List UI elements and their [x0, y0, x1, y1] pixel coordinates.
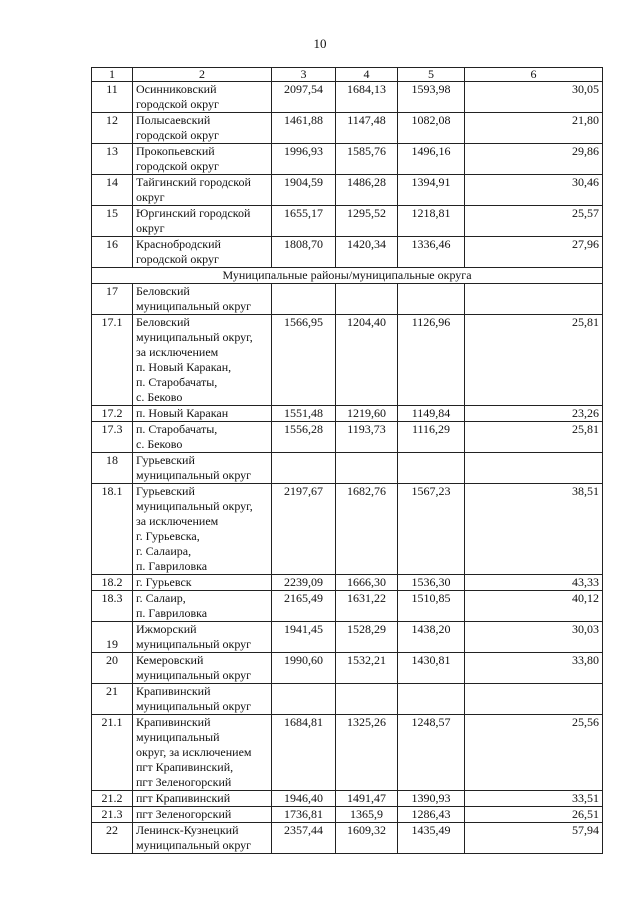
value-c4: 1295,52 [336, 206, 398, 237]
row-number: 18.3 [92, 591, 133, 622]
territory-name [133, 113, 272, 144]
value-c5: 1435,49 [398, 823, 465, 854]
territory-name [133, 684, 272, 715]
territory-name-line: округ, за исключением [136, 745, 252, 759]
territory-name-line: п. Старобачаты, [136, 375, 218, 389]
value-c4 [336, 284, 398, 315]
table-row [92, 422, 603, 453]
territory-name-line: Краснобродский [136, 237, 221, 251]
table-row [92, 575, 603, 591]
table-row [92, 791, 603, 807]
territory-name-line: муниципальный округ [136, 468, 252, 482]
value-c5: 1510,85 [398, 591, 465, 622]
table-row [92, 715, 603, 791]
value-c4: 1585,76 [336, 144, 398, 175]
row-number: 21.2 [92, 791, 133, 807]
value-c3: 1990,60 [272, 653, 336, 684]
territory-name-line: городской округ [136, 97, 219, 111]
territory-name [133, 406, 272, 422]
value-c4: 1193,73 [336, 422, 398, 453]
row-number: 17.1 [92, 315, 133, 406]
value-c5: 1536,30 [398, 575, 465, 591]
territory-name-line: Гурьевский [136, 484, 195, 498]
value-c5: 1286,43 [398, 807, 465, 823]
territory-name [133, 484, 272, 575]
value-c6 [465, 284, 603, 315]
value-c6: 25,57 [465, 206, 603, 237]
table-row [92, 406, 603, 422]
value-c5: 1149,84 [398, 406, 465, 422]
territory-name-line: муниципальный [136, 730, 220, 744]
territory-name-line: г. Гурьевска, [136, 529, 200, 543]
value-c3: 1655,17 [272, 206, 336, 237]
value-c4: 1528,29 [336, 622, 398, 653]
value-c4: 1682,76 [336, 484, 398, 575]
value-c6: 30,05 [465, 82, 603, 113]
value-c3 [272, 684, 336, 715]
value-c3: 2097,54 [272, 82, 336, 113]
value-c4: 1325,26 [336, 715, 398, 791]
territory-name [133, 206, 272, 237]
table-row [92, 823, 603, 854]
value-c5: 1430,81 [398, 653, 465, 684]
territory-name-line: Полысаевский [136, 113, 211, 127]
value-c6: 43,33 [465, 575, 603, 591]
territory-name-line: Гурьевский [136, 453, 195, 467]
table-row [92, 807, 603, 823]
table-row [92, 484, 603, 575]
value-c4: 1204,40 [336, 315, 398, 406]
value-c5: 1248,57 [398, 715, 465, 791]
value-c5: 1438,20 [398, 622, 465, 653]
value-c5 [398, 684, 465, 715]
territory-name-line: Кемеровский [136, 653, 204, 667]
value-c5: 1496,16 [398, 144, 465, 175]
territory-name-line: муниципальный округ [136, 699, 252, 713]
value-c5 [398, 453, 465, 484]
value-c4 [336, 684, 398, 715]
value-c5: 1336,46 [398, 237, 465, 268]
value-c4: 1532,21 [336, 653, 398, 684]
table-row [92, 622, 603, 653]
value-c3: 2239,09 [272, 575, 336, 591]
territory-name-line: пгт Зеленогорский [136, 775, 232, 789]
territory-name [133, 422, 272, 453]
territory-name-line: п. Гавриловка [136, 606, 208, 620]
value-c3: 1461,88 [272, 113, 336, 144]
value-c6: 27,96 [465, 237, 603, 268]
table-row [92, 453, 603, 484]
territory-name [133, 575, 272, 591]
value-c5: 1390,93 [398, 791, 465, 807]
territory-name [133, 807, 272, 823]
territory-name-line: Тайгинский городской [136, 175, 251, 189]
row-number: 20 [92, 653, 133, 684]
value-c4: 1486,28 [336, 175, 398, 206]
territory-name-line: Юргинский городской [136, 206, 251, 220]
territory-name-line: городской округ [136, 252, 219, 266]
territory-name-line: муниципальный округ [136, 637, 252, 651]
column-number-row [92, 68, 603, 82]
table-row [92, 653, 603, 684]
value-c3: 2357,44 [272, 823, 336, 854]
value-c3: 1946,40 [272, 791, 336, 807]
territory-name [133, 653, 272, 684]
value-c3: 2165,49 [272, 591, 336, 622]
territory-name-line: Прокопьевский [136, 144, 215, 158]
territory-name-line: за исключением [136, 345, 219, 359]
tariff-table [91, 67, 603, 854]
territory-name-line: Беловский [136, 315, 190, 329]
row-number: 21 [92, 684, 133, 715]
row-number: 21.1 [92, 715, 133, 791]
row-number: 15 [92, 206, 133, 237]
value-c4 [336, 453, 398, 484]
territory-name [133, 315, 272, 406]
territory-name-line: Ленинск-Кузнецкий [136, 823, 239, 837]
territory-name [133, 237, 272, 268]
value-c4: 1631,22 [336, 591, 398, 622]
section-row [92, 268, 603, 284]
territory-name-line: за исключением [136, 514, 219, 528]
territory-name-line: Крапивинский [136, 684, 211, 698]
value-c3: 1996,93 [272, 144, 336, 175]
territory-name-line: муниципальный округ [136, 299, 252, 313]
row-number: 21.3 [92, 807, 133, 823]
table-row [92, 113, 603, 144]
column-header: 5 [398, 68, 465, 82]
page-number: 10 [313, 36, 327, 51]
column-header: 6 [465, 68, 603, 82]
table-row [92, 684, 603, 715]
value-c3: 1684,81 [272, 715, 336, 791]
value-c5: 1116,29 [398, 422, 465, 453]
territory-name [133, 715, 272, 791]
value-c3: 1556,28 [272, 422, 336, 453]
row-number: 19 [92, 622, 133, 653]
value-c5: 1082,08 [398, 113, 465, 144]
territory-name-line: с. Беково [136, 390, 183, 404]
value-c5: 1218,81 [398, 206, 465, 237]
territory-name-line: муниципальный округ, [136, 330, 253, 344]
row-number: 16 [92, 237, 133, 268]
territory-name-line: г. Гурьевск [136, 575, 192, 589]
territory-name-line: г. Салаира, [136, 544, 192, 558]
territory-name [133, 823, 272, 854]
territory-name-line: Крапивинский [136, 715, 211, 729]
value-c6: 30,46 [465, 175, 603, 206]
value-c5: 1126,96 [398, 315, 465, 406]
territory-name-line: Осинниковский [136, 82, 217, 96]
value-c4: 1365,9 [336, 807, 398, 823]
row-number: 11 [92, 82, 133, 113]
value-c4: 1609,32 [336, 823, 398, 854]
territory-name-line: округ [136, 221, 165, 235]
territory-name-line: пгт Крапивинский [136, 791, 231, 805]
row-number: 17 [92, 284, 133, 315]
value-c3: 1941,45 [272, 622, 336, 653]
territory-name-line: п. Гавриловка [136, 559, 208, 573]
value-c6: 26,51 [465, 807, 603, 823]
value-c3: 1551,48 [272, 406, 336, 422]
table-row [92, 144, 603, 175]
value-c6: 30,03 [465, 622, 603, 653]
row-number: 18 [92, 453, 133, 484]
value-c5: 1593,98 [398, 82, 465, 113]
territory-name-line: п. Старобачаты, [136, 422, 218, 436]
territory-name [133, 791, 272, 807]
value-c5: 1394,91 [398, 175, 465, 206]
value-c3 [272, 284, 336, 315]
value-c6: 21,80 [465, 113, 603, 144]
territory-name-line: пгт Зеленогорский [136, 807, 232, 821]
table-row [92, 315, 603, 406]
value-c4: 1147,48 [336, 113, 398, 144]
territory-name-line: округ [136, 190, 165, 204]
column-header: 4 [336, 68, 398, 82]
value-c6 [465, 684, 603, 715]
value-c3: 2197,67 [272, 484, 336, 575]
value-c6: 57,94 [465, 823, 603, 854]
section-title: Муниципальные районы/муниципальные округа [92, 268, 603, 284]
value-c4: 1684,13 [336, 82, 398, 113]
value-c5 [398, 284, 465, 315]
territory-name-line: городской округ [136, 128, 219, 142]
value-c6: 33,80 [465, 653, 603, 684]
column-header: 1 [92, 68, 133, 82]
value-c3: 1808,70 [272, 237, 336, 268]
territory-name-line: Беловский [136, 284, 190, 298]
row-number: 18.2 [92, 575, 133, 591]
value-c6: 25,56 [465, 715, 603, 791]
territory-name [133, 453, 272, 484]
territory-name [133, 591, 272, 622]
row-number: 22 [92, 823, 133, 854]
column-header: 3 [272, 68, 336, 82]
row-number: 14 [92, 175, 133, 206]
territory-name-line: муниципальный округ [136, 838, 252, 852]
territory-name [133, 175, 272, 206]
territory-name [133, 82, 272, 113]
value-c4: 1219,60 [336, 406, 398, 422]
value-c6: 38,51 [465, 484, 603, 575]
territory-name-line: пгт Крапивинский, [136, 760, 234, 774]
table-row [92, 82, 603, 113]
row-number: 12 [92, 113, 133, 144]
table-row [92, 591, 603, 622]
territory-name-line: Ижморский [136, 622, 197, 636]
value-c6 [465, 453, 603, 484]
value-c6: 25,81 [465, 422, 603, 453]
table-row [92, 284, 603, 315]
value-c6: 29,86 [465, 144, 603, 175]
row-number: 18.1 [92, 484, 133, 575]
value-c3: 1566,95 [272, 315, 336, 406]
row-number: 17.3 [92, 422, 133, 453]
row-number: 13 [92, 144, 133, 175]
territory-name [133, 622, 272, 653]
territory-name-line: п. Новый Каракан [136, 406, 229, 420]
value-c6: 25,81 [465, 315, 603, 406]
value-c3: 1904,59 [272, 175, 336, 206]
value-c4: 1491,47 [336, 791, 398, 807]
value-c4: 1666,30 [336, 575, 398, 591]
territory-name-line: г. Салаир, [136, 591, 186, 605]
value-c3: 1736,81 [272, 807, 336, 823]
value-c4: 1420,34 [336, 237, 398, 268]
value-c6: 23,26 [465, 406, 603, 422]
value-c5: 1567,23 [398, 484, 465, 575]
column-header: 2 [133, 68, 272, 82]
table-row [92, 237, 603, 268]
value-c6: 40,12 [465, 591, 603, 622]
territory-name [133, 284, 272, 315]
value-c3 [272, 453, 336, 484]
table-row [92, 206, 603, 237]
row-number: 17.2 [92, 406, 133, 422]
territory-name-line: с. Беково [136, 437, 183, 451]
table-row [92, 175, 603, 206]
territory-name-line: п. Новый Каракан, [136, 360, 232, 374]
territory-name-line: муниципальный округ [136, 668, 252, 682]
territory-name [133, 144, 272, 175]
territory-name-line: городской округ [136, 159, 219, 173]
value-c6: 33,51 [465, 791, 603, 807]
territory-name-line: муниципальный округ, [136, 499, 253, 513]
